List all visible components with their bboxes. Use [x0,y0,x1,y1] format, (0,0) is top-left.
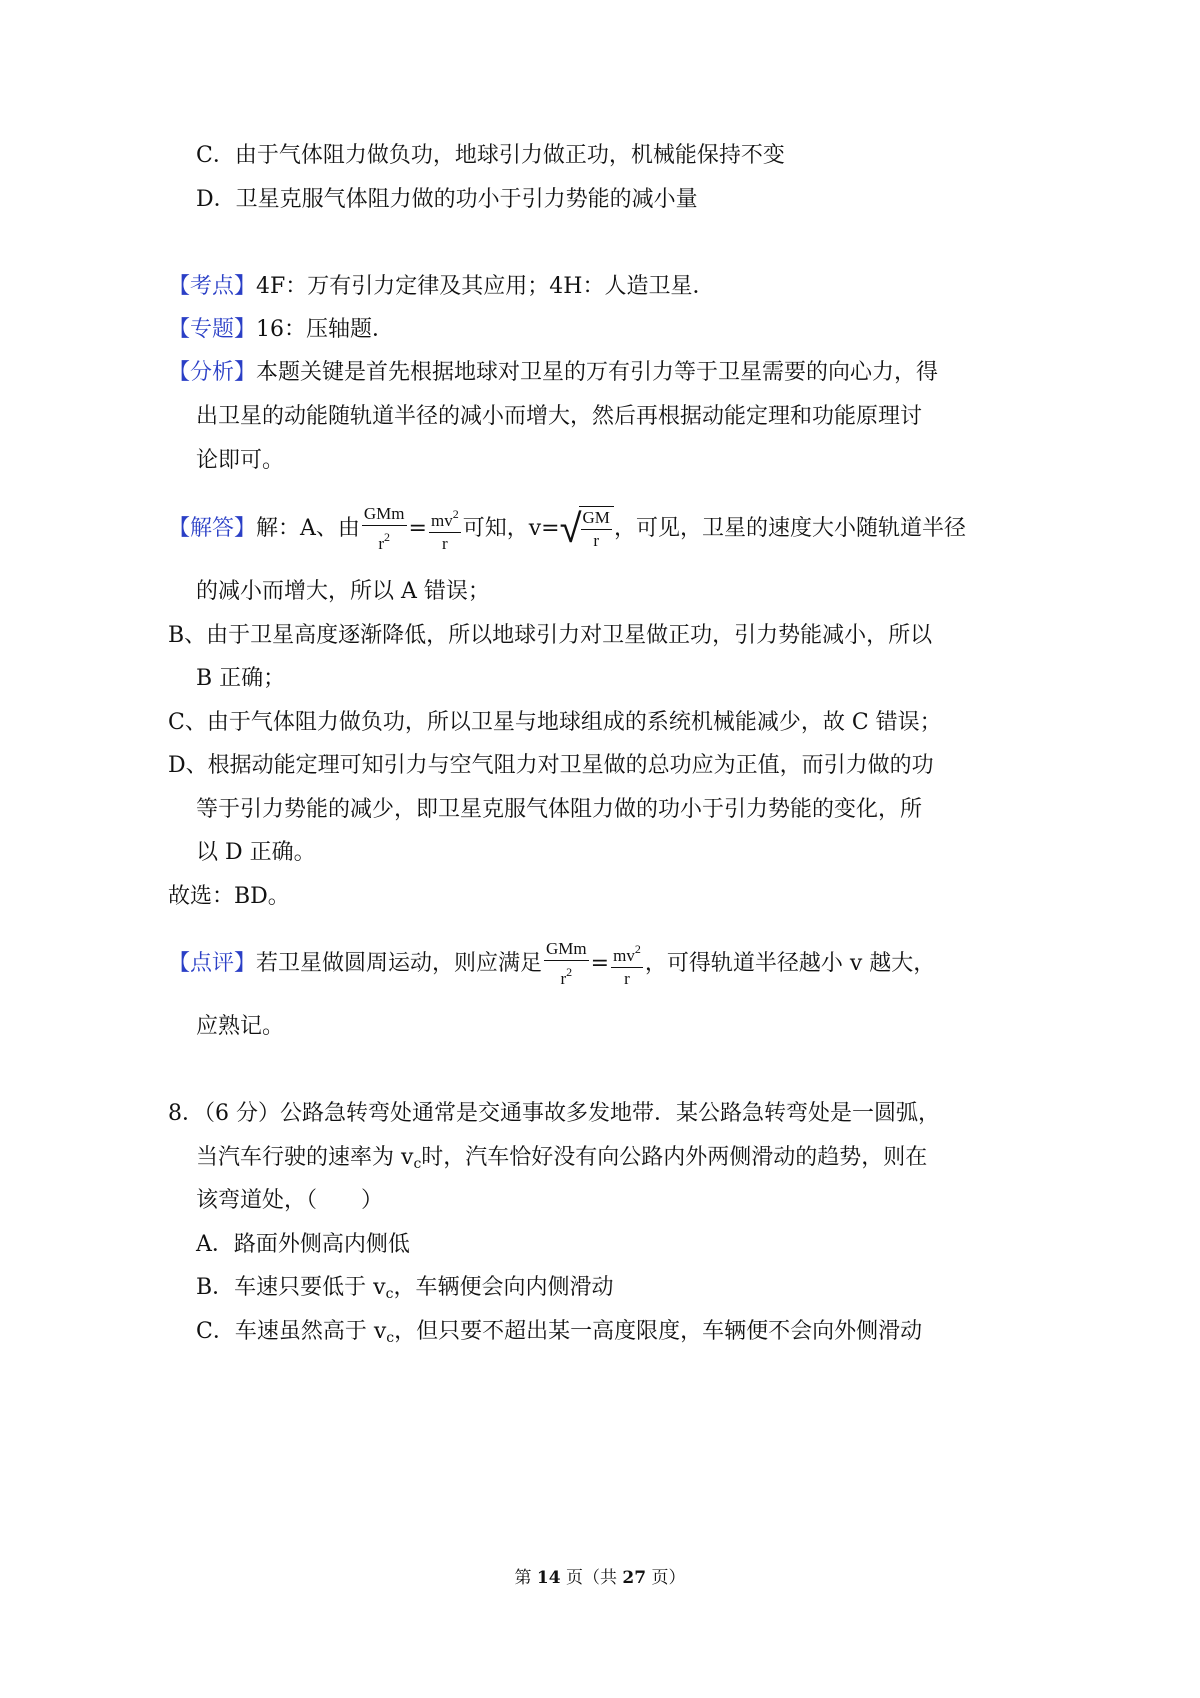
page-footer: 第 14 页（共 27 页） [514,1568,686,1588]
fraction-mv2-r [429,503,461,555]
jieda-post: ，可见，卫星的速度大小随轨道半径 [613,516,966,541]
q8-option-c: C．车速虽然高于 $v_c$，但只要不超出某一高度限度，车辆便不会向外侧滑动 [196,1319,923,1346]
q8-line1: 8．（6 分）公路急转弯处通常是交通事故多发地带．某公路急转弯处是一圆弧， [168,1101,940,1126]
dianping-pre: 若卫星做圆周运动，则应满足 [256,951,543,976]
option-d-prev: D．卫星克服气体阻力做的功小于引力势能的减小量 [196,187,698,212]
frac-den: $r^2$ [378,530,391,553]
zhuanti-text: 16：压轴题． [256,317,395,342]
jieda-answer: 故选：BD。 [168,884,290,909]
dianping-post: ，可得轨道半径越小 v 越大， [644,951,936,976]
kaodian-tag: 【考点】 [168,274,257,299]
fenxi [168,358,938,388]
zhuanti-tag: 【专题】 [168,317,257,342]
page-total: 27 [622,1568,647,1588]
fenxi-line1: 本题关键是首先根据地球对卫星的万有引力等于卫星需要的向心力，得 [256,360,939,385]
q8-line3: 该弯道处，（ ） [196,1188,384,1213]
jieda-pre: 解：A、由 [256,516,360,541]
sqrt-gm-r: √ $\frac{GM}{r}$ [560,506,614,552]
page-number: 14 [536,1568,561,1588]
jieda-d2: 等于引力势能的减少，即卫星克服气体阻力做的功小于引力势能的变化，所 [196,797,923,822]
kaodian [168,272,714,302]
frac-num: $mv^2$ [429,503,461,533]
jieda-d1: D、根据动能定理可知引力与空气阻力对卫星做的总功应为正值，而引力做的功 [168,753,934,778]
frac-den: r [442,534,448,553]
fenxi-line2: 出卫星的动能随轨道半径的减小而增大，然后再根据动能定理和功能原理讨 [196,404,923,429]
fenxi-tag: 【分析】 [168,360,257,385]
fenxi-line3: 论即可。 [196,448,285,473]
jieda-b2: B 正确； [196,666,286,691]
kaodian-text: 4F：万有引力定律及其应用；4H：人造卫星． [256,274,715,299]
zhuanti [168,315,394,345]
q8-option-b: B．车速只要低于 $v_c$，车辆便会向内侧滑动 [196,1275,614,1302]
frac-num: GMm [362,503,407,526]
jieda-line2: 的减小而增大，所以 A 错误； [196,579,490,604]
jieda-b1: B、由于卫星高度逐渐降低，所以地球引力对卫星做正功，引力势能减小，所以 [168,623,933,648]
equals: = [408,516,427,541]
q8-option-a: A．路面外侧高内侧低 [196,1232,410,1257]
fraction-gmm-r2 [362,503,407,555]
jieda-line1 [168,503,966,555]
fraction-mv2-r: $\frac{mv^2}{r}$ [611,938,643,990]
option-c-prev: C．由于气体阻力做负功，地球引力做正功，机械能保持不变 [196,143,785,168]
jieda-d3: 以 D 正确。 [196,840,316,865]
fraction-gmm-r2: $\frac{\text{GMm}}{r^2}$ [546,939,587,988]
equals: = [590,951,610,976]
dianping-line1 [168,938,935,990]
jieda-mid: 可知，v= [462,516,560,541]
jieda-tag: 【解答】 [168,516,257,541]
dianping-line2: 应熟记。 [196,1014,285,1039]
dianping-tag: 【点评】 [168,951,257,976]
jieda-c1: C、由于气体阻力做负功，所以卫星与地球组成的系统机械能减少，故 C 错误； [168,710,942,735]
q8-line2: 当汽车行驶的速率为 $v_c$时，汽车恰好没有向公路内外两侧滑动的趋势，则在 [196,1145,928,1172]
